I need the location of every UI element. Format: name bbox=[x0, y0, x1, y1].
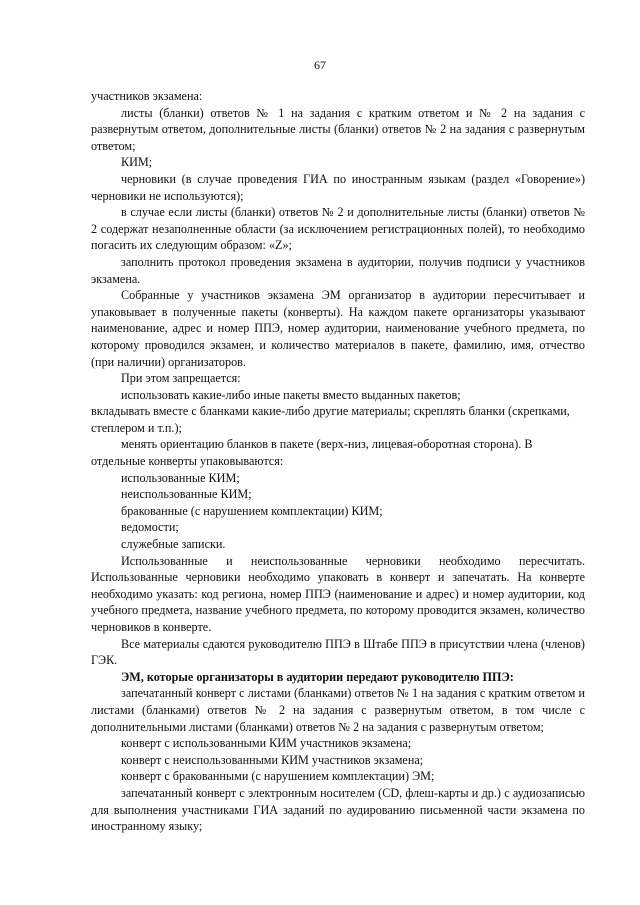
paragraph: менять ориентацию бланков в пакете (верх-низ, лицевая-оборотная сторона). В отдельные конверты упаковываются: bbox=[91, 437, 533, 469]
paragraph: листы (бланки) ответов № 1 на задания с кратким ответом и № 2 на задания с развернутым ответом, дополнительные листы (бланки) ответов № 2 на задания с развернутым ответом; bbox=[91, 105, 585, 153]
paragraph: заполнить протокол проведения экзамена в аудитории, получив подписи у участников экзамена. bbox=[91, 254, 585, 286]
page-number: 67 bbox=[314, 58, 326, 72]
paragraph: использовать какие-либо иные пакеты вместо выданных пакетов; bbox=[121, 387, 461, 402]
paragraph: конверт с неиспользованными КИМ участников экзамена; bbox=[121, 752, 424, 767]
document-body bbox=[91, 88, 585, 835]
paragraph: КИМ; bbox=[121, 155, 153, 170]
paragraph: в случае если листы (бланки) ответов № 2 и дополнительные листы (бланки) ответов № 2 содержат незаполненные области (за исключением регистрационных полей), то необходимо погасить их следующим образом: «Z»; bbox=[91, 205, 585, 253]
paragraph: Использованные и неиспользованные черновики необходимо пересчитать. Использованные черновики необходимо упаковать в конверт и запечатать. На конверте необходимо указать: код региона, номер ППЭ (наименование и адрес) и номер аудитории, код учебного предмета, название учебного предмета, по которому проводится экзамен, количество черновиков в конверте. bbox=[91, 553, 585, 634]
paragraph: запечатанный конверт с листами (бланками) ответов № 1 на задания с кратким ответом и листами (бланками) ответов № 2 на задания с развернутым ответом, в том числе с дополнительными листами (бланками) ответов № 2 на задания с развернутым ответом; bbox=[91, 686, 585, 734]
paragraph: ЭМ, которые организаторы в аудитории передают руководителю ППЭ: bbox=[121, 669, 514, 684]
paragraph: Все материалы сдаются руководителю ППЭ в Штабе ППЭ в присутствии члена (членов) ГЭК. bbox=[91, 636, 585, 668]
paragraph: вкладывать вместе с бланками какие-либо другие материалы; скреплять бланки (скрепками, степлером и т.п.); bbox=[91, 404, 570, 435]
paragraph: запечатанный конверт с электронным носителем (CD, флеш-карты и др.) с аудиозаписью для выполнения участниками ГИА заданий по аудированию письменной части экзамена по иностранному языку; bbox=[91, 785, 585, 834]
paragraph: конверт с бракованными (с нарушением комплектации) ЭМ; bbox=[121, 769, 435, 784]
paragraph: использованные КИМ; bbox=[121, 470, 240, 485]
paragraph: черновики (в случае проведения ГИА по иностранным языкам (раздел «Говорение») черновики не используются); bbox=[91, 171, 585, 203]
paragraph: служебные записки. bbox=[121, 537, 226, 552]
paragraph: бракованные (с нарушением комплектации) КИМ; bbox=[121, 503, 383, 518]
paragraph: При этом запрещается: bbox=[121, 371, 241, 386]
paragraph: ведомости; bbox=[121, 520, 179, 535]
paragraph: неиспользованные КИМ; bbox=[121, 487, 252, 502]
paragraph: участников экзамена: bbox=[91, 89, 203, 103]
paragraph: конверт с использованными КИМ участников экзамена; bbox=[121, 736, 412, 751]
paragraph: Собранные у участников экзамена ЭМ организатор в аудитории пересчитывает и упаковывает в полученные пакеты (конверты). На каждом пакете организаторы указывают наименование, адрес и номер ППЭ, номер аудитории, наименование учебного предмета, по которому проводился экзамен, и количество материалов в пакете, фамилию, имя, отчество (при наличии) организаторов. bbox=[91, 288, 585, 369]
